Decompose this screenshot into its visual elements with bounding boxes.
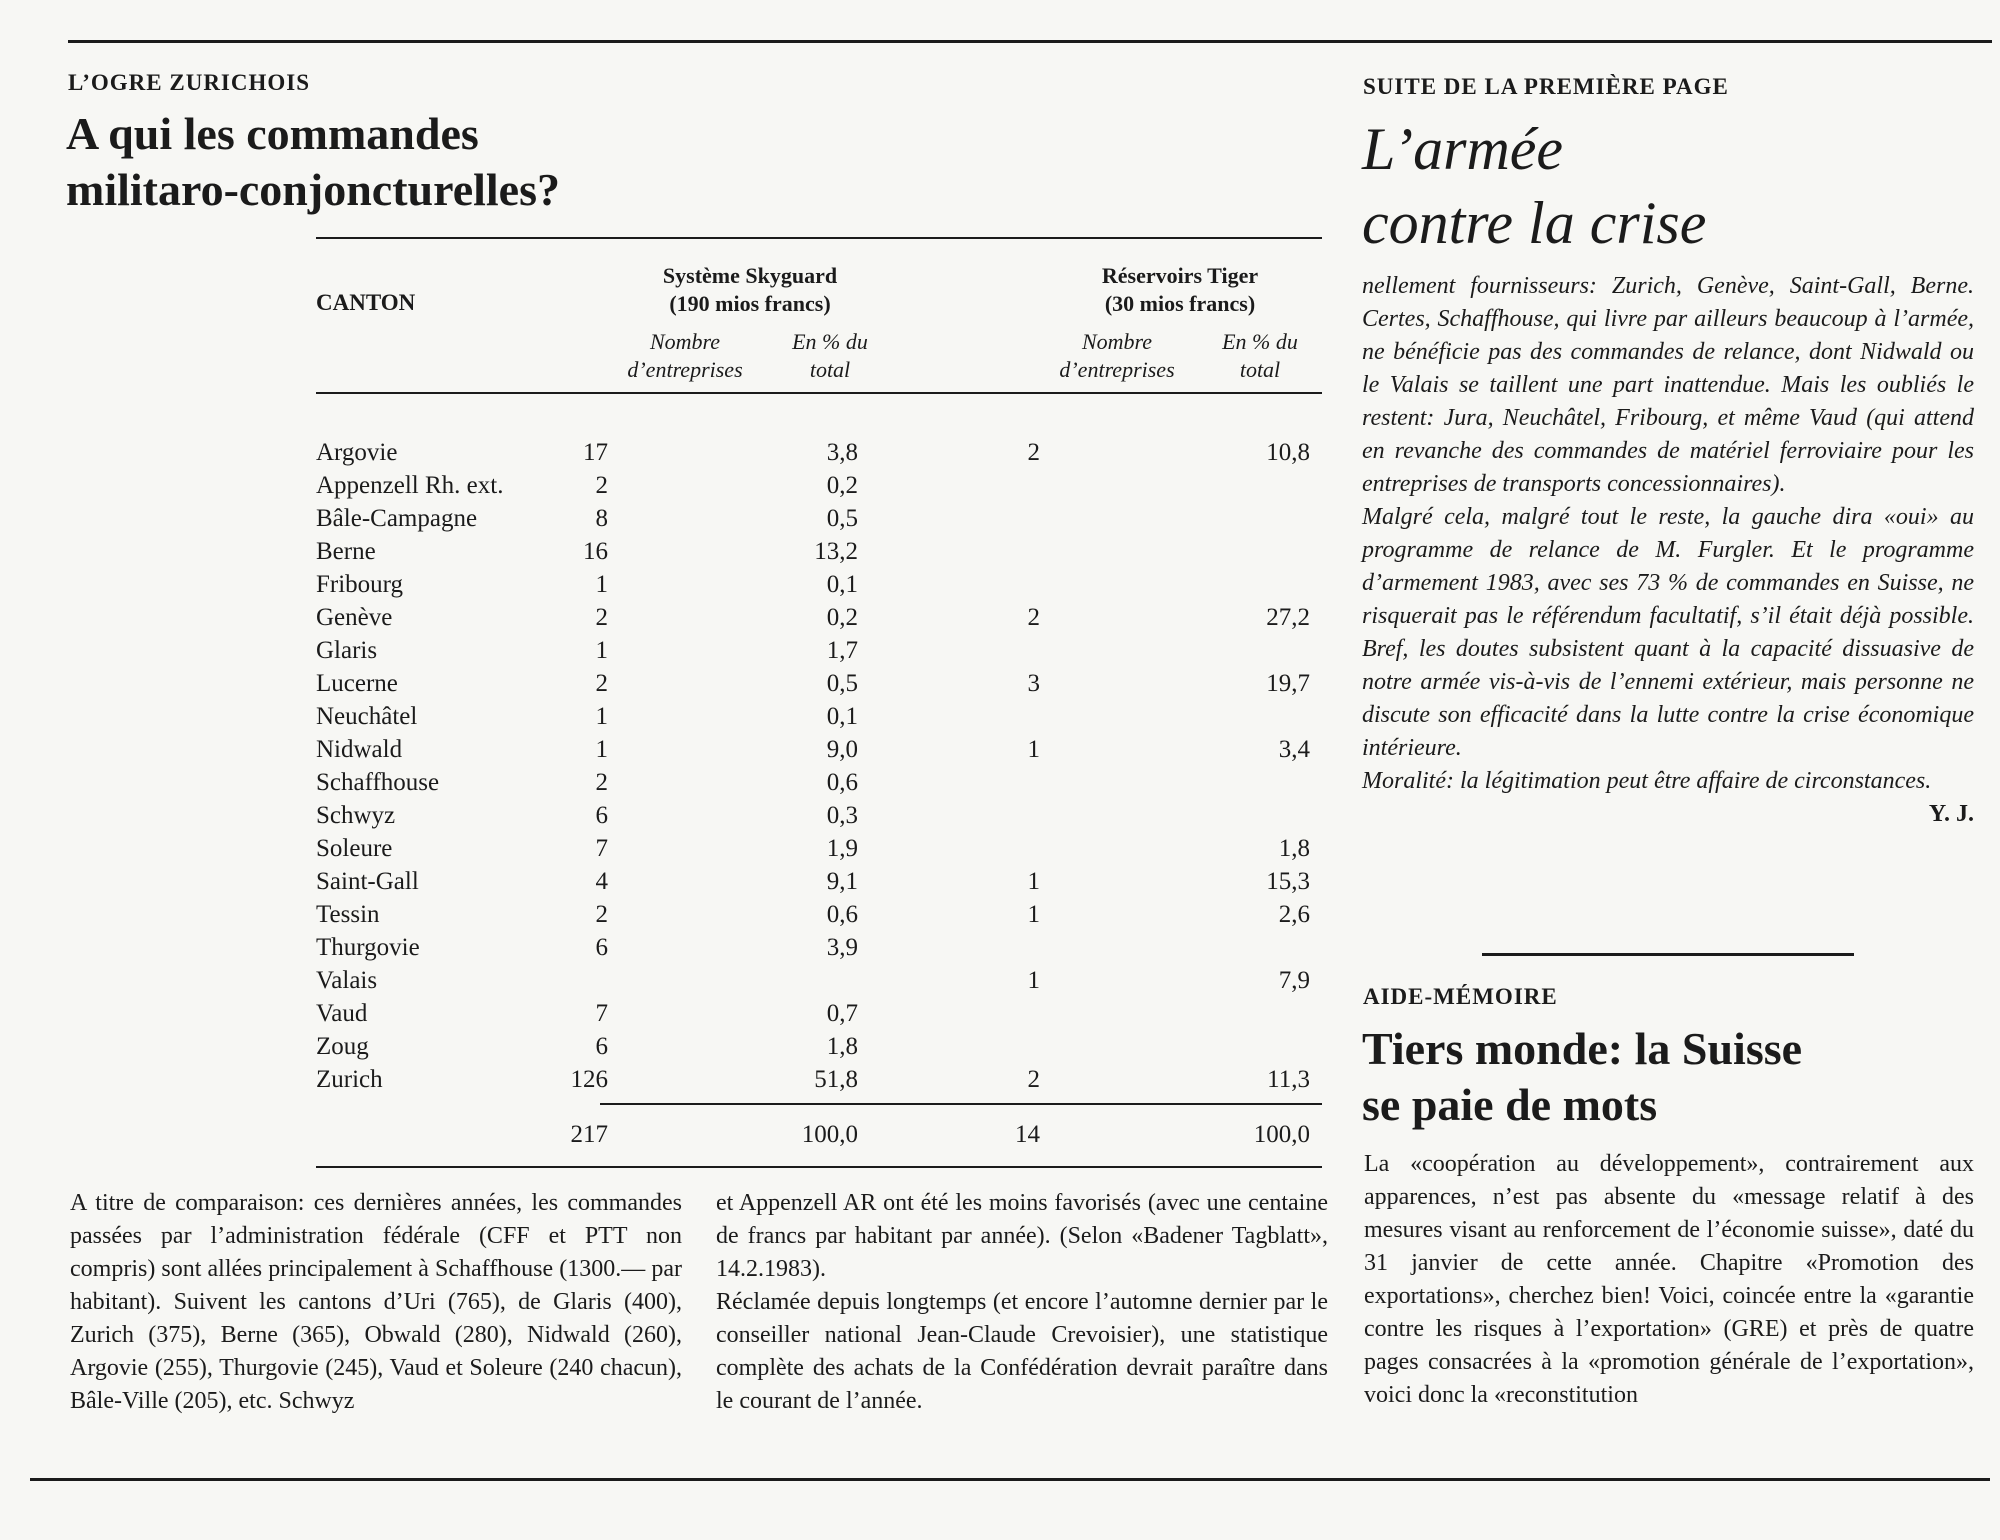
army-paragraph-1: nellement fournisseurs: Zurich, Genève, Saint-Gall, Berne. Certes, Schaffhouse, qui livre par ailleurs beaucoup à l’armée, ne bénéficie pas des commandes de relance, dont Nidwald ou le Valais se taillent une part inattendue. Mais les oubliés le restent: Jura, Neuchâtel, Fribourg, et même Vaud (qui attend en revanche des commandes de matériel ferroviaire pour les entreprises de transports concessionnaires). (1362, 273, 1974, 497)
table-row (316, 1030, 1312, 1063)
skyguard-subtitle: (190 mios francs) (669, 291, 831, 316)
army-paragraph-3-text: Moralité: la légitimation peut être affaire de circonstances. (1362, 768, 1932, 794)
left-headline-line-2: militaro-conjoncturelles? (66, 164, 560, 215)
canton-name: Zurich (316, 1066, 383, 1093)
table-top-rule (316, 237, 1322, 239)
tiger-pct: 27,2 (1266, 604, 1310, 631)
tiger-pct: 1,8 (1278, 835, 1310, 862)
skyguard-count: 7 (595, 835, 608, 862)
skyguard-count: 2 (595, 472, 608, 499)
skyguard-count: 6 (595, 1033, 608, 1060)
canton-name: Genève (316, 604, 393, 631)
left-headline (66, 106, 560, 218)
skyguard-pct: 0,1 (826, 703, 858, 730)
canton-name: Thurgovie (316, 934, 420, 961)
canton-name: Schaffhouse (316, 769, 440, 796)
subheader-line: En % du (792, 329, 868, 354)
skyguard-pct: 9,0 (826, 736, 858, 763)
skyguard-pct: 1,8 (826, 1033, 858, 1060)
subheader-line: En % du (1222, 329, 1298, 354)
table-row (316, 700, 1312, 733)
skyguard-count: 1 (595, 703, 608, 730)
skyguard-pct: 1,9 (826, 835, 858, 862)
tiger-count-subheader (1032, 328, 1202, 384)
canton-name: Schwyz (316, 802, 396, 829)
canton-name: Nidwald (316, 736, 403, 763)
tiger-pct: 2,6 (1278, 901, 1310, 928)
skyguard-count: 17 (583, 439, 608, 466)
skyguard-count: 6 (595, 934, 608, 961)
subheader-line: d’entreprises (1059, 357, 1175, 382)
subheader-line: total (1239, 357, 1281, 382)
skyguard-pct: 0,7 (826, 1000, 858, 1027)
skyguard-title: Système Skyguard (662, 263, 838, 288)
tiger-pct: 3,4 (1278, 736, 1310, 763)
tiger-subtitle: (30 mios francs) (1104, 291, 1256, 316)
skyguard-pct: 1,7 (826, 637, 858, 664)
tiger-header (1030, 262, 1330, 318)
army-paragraph-2: Malgré cela, malgré tout le reste, la gauche dira «oui» au programme de relance de M. Furgler. Et le programme d’armement 1983, avec ses 73 % de commandes en Suisse, ne risquerait pas le référendum facultatif, s’il était déjà possible. Bref, les doutes subsistent quant à la capacité dissuasive de notre armée vis-à-vis de l’ennemi extérieur, mais personne ne discute son efficacité dans la lutte contre la crise économique intérieure. (1362, 504, 1974, 761)
skyguard-count: 8 (595, 505, 608, 532)
skyguard-header (600, 262, 900, 318)
table-row (316, 436, 1312, 469)
canton-name: Tessin (316, 901, 380, 928)
table-bottom-rule (316, 1166, 1322, 1168)
table-row (316, 1063, 1312, 1096)
canton-name: Neuchâtel (316, 703, 418, 730)
canton-name: Vaud (316, 1000, 368, 1027)
table-header-rule (316, 392, 1322, 394)
table-row (316, 898, 1312, 931)
tiger-pct-subheader (1200, 328, 1320, 384)
skyguard-count: 2 (595, 604, 608, 631)
tiger-count: 1 (1027, 868, 1040, 895)
article-separator (1482, 953, 1854, 956)
skyguard-pct: 13,2 (814, 538, 858, 565)
table-row (316, 601, 1312, 634)
skyguard-count: 126 (570, 1066, 608, 1093)
canton-name: Lucerne (316, 670, 398, 697)
skyguard-count: 4 (595, 868, 608, 895)
canton-name: Bâle-Campagne (316, 505, 478, 532)
skyguard-count: 2 (595, 670, 608, 697)
right-headline-2-line-2: se paie de mots (1362, 1079, 1658, 1130)
table-row (316, 997, 1312, 1030)
skyguard-pct: 0,5 (826, 670, 858, 697)
table-row (316, 964, 1312, 997)
skyguard-pct: 0,5 (826, 505, 858, 532)
right-headline-1-line-1: L’armée (1362, 116, 1564, 182)
tiger-count: 2 (1027, 1066, 1040, 1093)
comparison-column-1 (70, 1187, 682, 1418)
canton-name: Berne (316, 538, 376, 565)
skyguard-count: 7 (595, 1000, 608, 1027)
left-headline-line-1: A qui les commandes (66, 108, 479, 159)
table-body (316, 436, 1312, 1096)
table-total-row (316, 1118, 1312, 1151)
canton-name: Soleure (316, 835, 393, 862)
skyguard-pct-subheader (770, 328, 890, 384)
right-headline-2-line-1: Tiers monde: la Suisse (1362, 1023, 1803, 1074)
table-row (316, 766, 1312, 799)
right-kicker-2: AIDE-MÉMOIRE (1363, 984, 1558, 1009)
table-row (316, 733, 1312, 766)
skyguard-pct: 0,2 (826, 472, 858, 499)
skyguard-pct: 0,1 (826, 571, 858, 598)
tiger-count: 2 (1027, 604, 1040, 631)
tiger-count: 2 (1027, 439, 1040, 466)
skyguard-count: 16 (583, 538, 608, 565)
table-row (316, 535, 1312, 568)
army-paragraph-3 (1362, 765, 1974, 827)
table-row (316, 799, 1312, 832)
skyguard-pct: 3,8 (826, 439, 858, 466)
canton-name: Zoug (316, 1033, 369, 1060)
tiger-pct: 11,3 (1267, 1066, 1310, 1093)
table-row (316, 568, 1312, 601)
tiers-monde-text: La «coopération au développement», contrairement aux apparences, n’est pas absente du «message relatif à des mesures visant au renforcement de l’économie suisse», daté du 31 janvier de cette année. Chapitre «Promotion des exportations», cherchez bien! Voici, coincée entre la «garantie contre les risques à l’exportation» (GRE) et près de quatre pages consacrées à la «promotion générale de l’exportation», voici donc la «reconstitution (1364, 1151, 1974, 1408)
skyguard-pct: 0,6 (826, 769, 858, 796)
table-row (316, 865, 1312, 898)
tiger-count: 1 (1027, 901, 1040, 928)
skyguard-count-subheader (600, 328, 770, 384)
skyguard-pct: 9,1 (826, 868, 858, 895)
top-rule (68, 40, 1992, 43)
right-headline-2 (1362, 1021, 1802, 1133)
subheader-line: total (809, 357, 851, 382)
skyguard-count: 2 (595, 901, 608, 928)
tiger-pct: 15,3 (1266, 868, 1310, 895)
table-row (316, 469, 1312, 502)
comparison-text-2a: et Appenzell AR ont été les moins favorisés (avec une centaine de francs par habitant par année). (Selon «Badener Tagblatt», 14.2.1983). (716, 1190, 1328, 1282)
skyguard-pct: 51,8 (814, 1066, 858, 1093)
right-headline-1 (1362, 112, 1706, 260)
skyguard-pct: 0,2 (826, 604, 858, 631)
tiger-count: 1 (1027, 967, 1040, 994)
subheader-line: Nombre (649, 329, 721, 354)
tiger-count: 1 (1027, 736, 1040, 763)
total-skyguard-pct: 100,0 (801, 1121, 858, 1148)
subheader-line: Nombre (1081, 329, 1153, 354)
skyguard-count: 6 (595, 802, 608, 829)
tiger-title: Réservoirs Tiger (1101, 263, 1259, 288)
skyguard-count: 1 (595, 736, 608, 763)
skyguard-pct: 0,6 (826, 901, 858, 928)
table-row (316, 832, 1312, 865)
left-kicker: L’OGRE ZURICHOIS (68, 70, 311, 95)
canton-name: Appenzell Rh. ext. (316, 472, 504, 499)
right-headline-1-line-2: contre la crise (1362, 190, 1707, 256)
tiers-monde-body (1364, 1148, 1974, 1412)
table-total-rule (600, 1103, 1322, 1105)
army-article-body (1362, 270, 1974, 831)
tiger-pct: 19,7 (1266, 670, 1310, 697)
table-row (316, 667, 1312, 700)
tiger-pct: 10,8 (1266, 439, 1310, 466)
canton-column-header: CANTON (316, 290, 416, 315)
skyguard-count: 1 (595, 637, 608, 664)
tiger-pct: 7,9 (1278, 967, 1310, 994)
canton-name: Argovie (316, 439, 398, 466)
tiger-count: 3 (1027, 670, 1040, 697)
bottom-rule (30, 1478, 1990, 1481)
total-tiger-count: 14 (1015, 1121, 1040, 1148)
right-kicker-1: SUITE DE LA PREMIÈRE PAGE (1363, 74, 1729, 99)
table-row (316, 931, 1312, 964)
canton-name: Glaris (316, 637, 378, 664)
subheader-line: d’entreprises (627, 357, 743, 382)
comparison-text-2b: Réclamée depuis longtemps (et encore l’automne dernier par le conseiller national Jean-Claude Crevoisier), une statistique complète des achats de la Confédération devrait paraître dans le courant de l’année. (716, 1289, 1328, 1414)
table-row (316, 502, 1312, 535)
comparison-text-1: A titre de comparaison: ces dernières années, les commandes passées par l’administration fédérale (CFF et PTT non compris) sont allées principalement à Schaffhouse (1300.— par habitant). Suivent les cantons d’Uri (765), de Glaris (400), Zurich (375), Berne (365), Obwald (280), Nidwald (260), Argovie (255), Thurgovie (245), Vaud et Soleure (240 chacun), Bâle-Ville (205), etc. Schwyz (70, 1190, 682, 1414)
canton-name: Fribourg (316, 571, 404, 598)
canton-name: Valais (316, 967, 378, 994)
canton-name: Saint-Gall (316, 868, 419, 895)
total-tiger-pct: 100,0 (1253, 1121, 1310, 1148)
skyguard-count: 1 (595, 571, 608, 598)
skyguard-pct: 0,3 (826, 802, 858, 829)
comparison-column-2 (716, 1187, 1328, 1418)
table-row (316, 634, 1312, 667)
author-signature: Y. J. (1928, 801, 1974, 827)
skyguard-pct: 3,9 (826, 934, 858, 961)
skyguard-count: 2 (595, 769, 608, 796)
total-skyguard-count: 217 (570, 1121, 608, 1148)
